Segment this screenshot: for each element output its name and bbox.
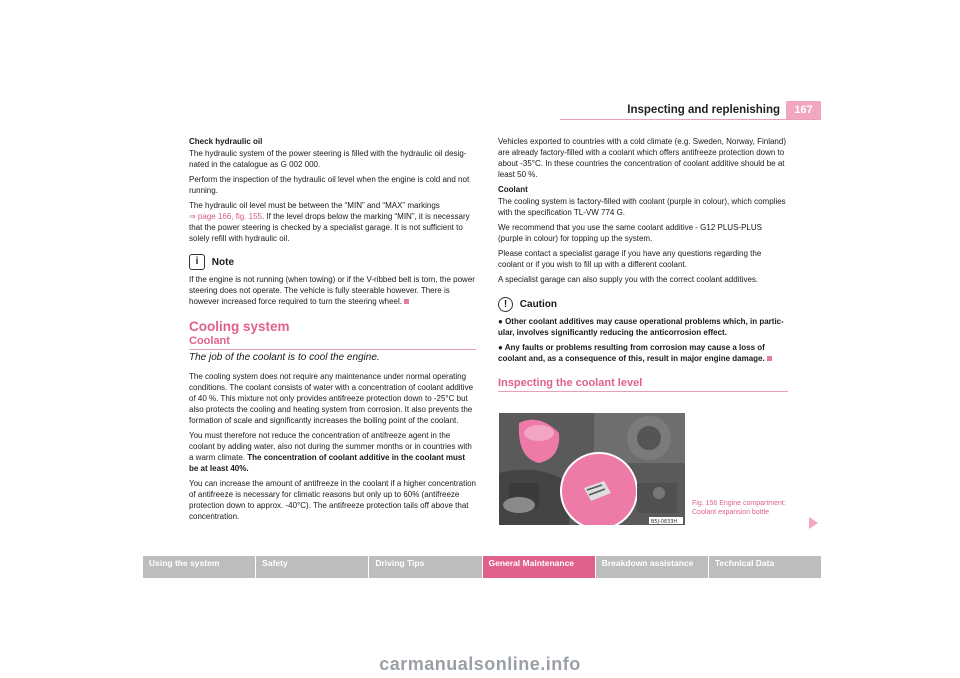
text: . If the level drops below the marking “MIN”, it is necessary that the power steering is checked by a specialist garage. It is not sufficient to solely refill with hydraulic oil. [189,212,470,243]
caution-header [498,297,788,312]
chapter-nav [143,556,821,578]
note-text: If the engine is not running (when towing) or if the V-ribbed belt is torn, the power steering does not operate. The vehicle is fully steerable however. There is however increased force required to turn the steering wheel. [189,275,475,306]
caution-heading: Caution [519,299,557,311]
note-heading: Note [211,256,235,268]
intro-text: The job of the coolant is to cool the engine. [189,352,380,363]
nav-technical-data[interactable]: Technical Data [709,556,821,578]
engine-compartment-figure [499,413,685,525]
page-number: 167 [786,101,821,119]
coolant-bottle-illustration [499,413,685,525]
paragraph: The cooling system does not require any maintenance under normal operating conditions. The coolant consists of water with a concentration of coolant additive of 40 %. This mixture not only provides antifreeze protection down to -25°C but also protects the cooling and heating system from corrosion. It also prevents the formation of scale and significantly increases the boiling point of the coolant. [189,372,474,425]
paragraph: You must therefore not reduce the concentration of antifreeze agent in the coolant by adding water, also not during the summer months or in countries with a warm climate. The concentration of coolant additive in the coolant must be at least 40%. [189,431,472,473]
right-column [498,136,788,392]
next-page-arrow-icon[interactable] [809,517,818,529]
paragraph [189,200,476,244]
nav-general-maintenance[interactable]: General Maintenance [483,556,595,578]
nav-using-the-system[interactable]: Using the system [143,556,255,578]
figure-caption: Fig. 156 Engine compartment: Coolant expansion bottle [692,500,786,516]
caution-bullet: ● Other coolant additives may cause operational problems which, in particular, involves significantly reducing the anticorrosion effect. [498,317,784,337]
bullet-icon: ● [498,317,506,326]
bold-warning: The concentration of coolant additive in the coolant must be at least 40%. [189,453,466,473]
caution-bullet: ● Any faults or problems resulting from corrosion may cause a loss of coolant and, as a consequence of this, result in major engine damage. [498,342,788,364]
text: The hydraulic oil level must be between the “MIN” and “MAX” markings [189,201,440,210]
subsection-title: Inspecting the coolant level [498,378,788,392]
note-header [189,254,476,270]
end-marker-icon [767,356,772,361]
paragraph: You can increase the amount of antifreeze in the coolant if a higher concentration of antifreeze is necessary for climatic reasons but only up to 60% (antifreeze protection down to approx. -40°C). The antifreeze protection tails off above that concentration. [189,479,477,521]
info-icon: i [189,254,205,270]
paragraph: Vehicles exported to countries with a cold climate (e.g. Sweden, Norway, Finland) are already factory-filled with a coolant which offers antifreeze protection down to about -35°C. In these countries the concentration of coolant additive should be at least 50 %. [498,137,786,179]
paragraph: We recommend that you use the same coolant additive - G12 PLUS-PLUS (purple in colour) for topping up the system. [498,223,762,243]
left-column [189,136,476,526]
paragraph: The hydraulic system of the power steering is filled with the hydraulic oil designated in the catalogue as G 002 000. [189,149,467,169]
paragraph: Please contact a specialist garage if you have any questions regarding the coolant or if you wish to fill up with a different coolant. [498,249,762,269]
paragraph: A specialist garage can also supply you with the correct coolant additives. [498,275,759,284]
coolant-heading: Coolant [498,185,528,194]
check-hydraulic-heading: Check hydraulic oil [189,137,263,146]
nav-driving-tips[interactable]: Driving Tips [369,556,481,578]
paragraph: Perform the inspection of the hydraulic oil level when the engine is cold and not running. [189,175,470,195]
nav-safety[interactable]: Safety [256,556,368,578]
nav-breakdown-assistance[interactable]: Breakdown assistance [596,556,708,578]
header-rule [560,119,821,120]
subsection-title: Coolant [189,336,476,350]
bullet-icon: ● [498,343,505,352]
figure-code: B5J-0833H [651,519,678,525]
page-link[interactable]: ⇒ page 166, fig. 155 [189,212,262,221]
watermark: carmanualsonline.info [379,654,581,674]
section-title: Cooling system [189,319,290,334]
end-marker-icon [404,299,409,304]
exclamation-icon: ! [498,297,513,312]
paragraph: The cooling system is factory-filled with coolant (purple in colour), which complies with the specification TL-VW 774 G. [498,197,786,217]
header-title: Inspecting and replenishing [627,104,780,116]
